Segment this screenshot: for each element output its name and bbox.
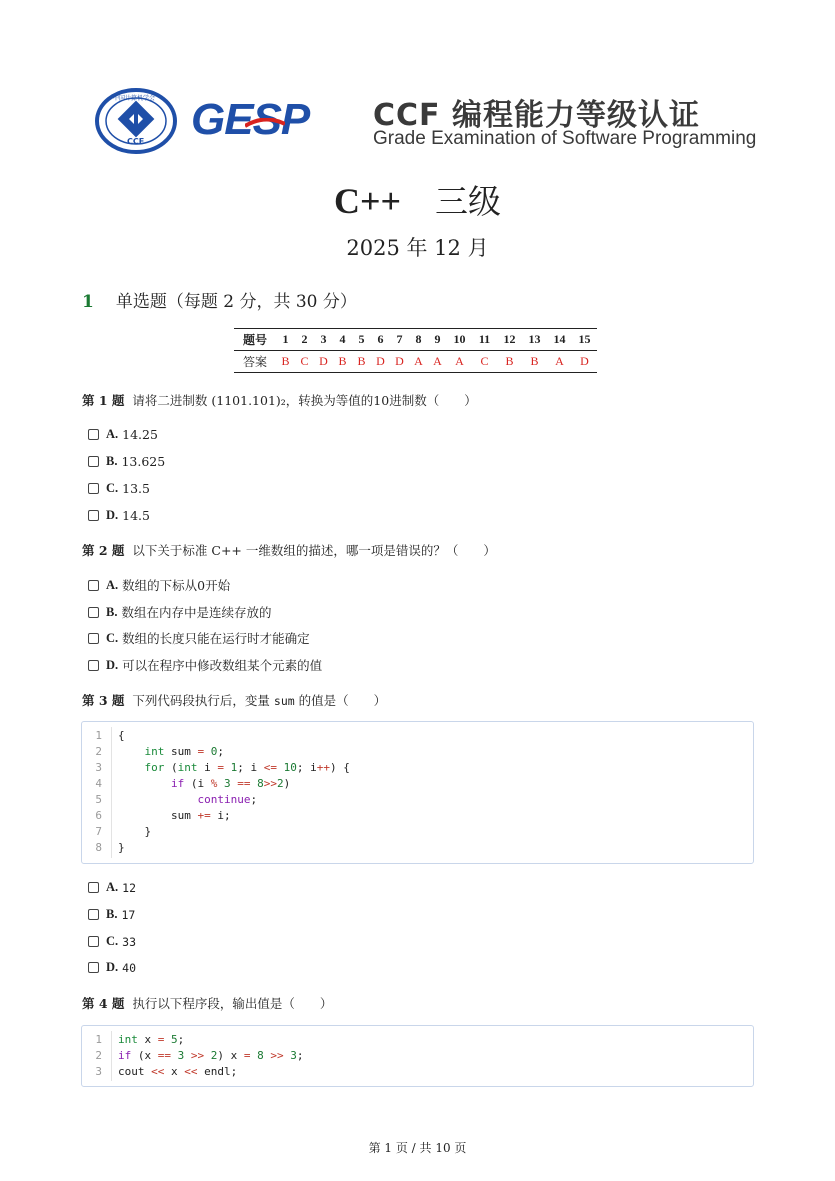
- answer-table-answer: A: [414, 354, 423, 368]
- option-text: 数组的长度只能在运行时才能确定: [122, 631, 310, 646]
- answer-table-row-label: 答案: [242, 355, 267, 369]
- option-1b[interactable]: [88, 454, 165, 469]
- answer-table-answer: A: [555, 354, 564, 368]
- option-text: 40: [122, 960, 137, 975]
- code-line: 1 {: [82, 728, 753, 744]
- question-text: 执行以下程序段，输出值是（ ）: [132, 996, 333, 1011]
- answer-table-answer: D: [376, 354, 385, 368]
- option-text: 33: [122, 934, 137, 949]
- page-header: [95, 88, 757, 154]
- checkbox-icon[interactable]: [88, 962, 99, 973]
- answer-table-number: 10: [453, 332, 466, 346]
- answer-table-answer: D: [319, 354, 328, 368]
- checkbox-icon[interactable]: [88, 936, 99, 947]
- question-text: 的值是（ ）: [298, 693, 387, 708]
- answer-table-answer: B: [357, 354, 366, 368]
- line-number: 2: [95, 1049, 102, 1062]
- answer-table-answer: B: [338, 354, 347, 368]
- question-text: 以下关于标准 C++ 一维数组的描述，哪一项是错误的？（ ）: [132, 543, 496, 558]
- option-letter: D.: [106, 508, 119, 522]
- line-number: 2: [95, 745, 102, 758]
- answer-table-number: 13: [528, 332, 541, 346]
- answer-table-number: 12: [503, 332, 516, 346]
- answer-table-number: 4: [339, 332, 346, 346]
- line-number: 3: [95, 1065, 102, 1078]
- seal-bottom-text: CCF: [127, 137, 145, 146]
- code-line: 3 for (int i = 1; i <= 10; i++) {: [82, 760, 753, 776]
- line-number: 5: [95, 793, 102, 806]
- option-text: 数组的下标从0开始: [122, 578, 231, 593]
- question-label: 第 1 题: [82, 393, 125, 408]
- checkbox-icon[interactable]: [88, 580, 99, 591]
- exam-date: 2025 年 12 月: [346, 236, 489, 260]
- option-3b[interactable]: [88, 907, 135, 922]
- checkbox-icon[interactable]: [88, 909, 99, 920]
- option-2b[interactable]: [88, 603, 271, 621]
- answer-table: [234, 328, 597, 373]
- option-letter: C.: [106, 481, 119, 495]
- checkbox-icon[interactable]: [88, 633, 99, 644]
- option-letter: C.: [106, 934, 119, 948]
- line-number: 6: [95, 809, 102, 822]
- line-number: 4: [95, 777, 102, 790]
- option-letter: D.: [106, 960, 119, 974]
- option-letter: B.: [106, 454, 118, 468]
- section-heading: [82, 287, 357, 312]
- answer-table-number: 15: [578, 332, 591, 346]
- option-letter: A.: [106, 427, 119, 441]
- exam-level: 三级: [435, 182, 502, 221]
- option-text: 12: [122, 880, 137, 895]
- option-3a[interactable]: [88, 880, 136, 895]
- option-1a[interactable]: [88, 427, 158, 442]
- section-title: 单选题（每题 2 分，共 30 分）: [115, 292, 357, 312]
- code-line: 1 int x = 5;: [82, 1032, 753, 1048]
- section-number: 1: [82, 292, 94, 312]
- question-text: 下列代码段执行后，变量: [132, 693, 270, 708]
- answer-table-answer: D: [395, 354, 404, 368]
- option-1d[interactable]: [88, 508, 150, 523]
- seal-top-text: 中国计算机学会: [113, 95, 156, 102]
- answer-table-number: 2: [301, 332, 308, 346]
- option-text: 可以在程序中修改数组某个元素的值: [122, 658, 323, 673]
- code-line: 2 int sum = 0;: [82, 744, 753, 760]
- checkbox-icon[interactable]: [88, 660, 99, 671]
- gesp-logo-text: GESP: [191, 95, 310, 144]
- line-number: 1: [95, 1033, 102, 1046]
- answer-table-answer: A: [433, 354, 442, 368]
- question-4: [82, 994, 332, 1012]
- code-line: 8 }: [82, 840, 753, 856]
- code-line: 5 continue;: [82, 792, 753, 808]
- option-letter: C.: [106, 630, 119, 645]
- option-letter: D.: [106, 657, 119, 672]
- option-text: 14.5: [122, 508, 150, 523]
- option-3d[interactable]: [88, 960, 136, 975]
- option-text: 13.625: [121, 454, 166, 469]
- answer-table-number: 1: [282, 332, 289, 346]
- answer-table-number: 14: [553, 332, 566, 346]
- answer-table-answer: D: [580, 354, 589, 368]
- option-2c[interactable]: [88, 629, 310, 647]
- checkbox-icon[interactable]: [88, 456, 99, 467]
- checkbox-icon[interactable]: [88, 882, 99, 893]
- question-label: 第 4 题: [82, 996, 125, 1011]
- answer-table-row-label: 题号: [242, 333, 267, 347]
- answer-table-number: 7: [396, 332, 403, 346]
- option-letter: B.: [106, 604, 118, 619]
- brand-title-cn: CCF 编程能力等级认证: [373, 98, 700, 133]
- answer-table-answer-row: [234, 351, 597, 373]
- answer-table-answer: C: [300, 354, 309, 368]
- answer-table-number: 9: [434, 332, 441, 346]
- line-number: 3: [95, 761, 102, 774]
- option-3c[interactable]: [88, 934, 136, 949]
- option-2a[interactable]: [88, 576, 230, 594]
- answer-table-number: 8: [415, 332, 422, 346]
- inline-code: sum: [273, 694, 295, 708]
- code-block-q3: [81, 721, 754, 864]
- answer-table-answer: B: [505, 354, 514, 368]
- line-number: 7: [95, 825, 102, 838]
- option-letter: A.: [106, 880, 119, 894]
- option-text: 数组在内存中是连续存放的: [121, 605, 272, 620]
- code-block-q4: [81, 1025, 754, 1087]
- option-2d[interactable]: [88, 656, 322, 674]
- checkbox-icon[interactable]: [88, 429, 99, 440]
- line-number: 8: [95, 841, 102, 854]
- answer-table-answer: A: [455, 354, 464, 368]
- question-label: 第 2 题: [82, 543, 125, 558]
- answer-table-number: 5: [358, 332, 365, 346]
- exam-title: [0, 176, 835, 223]
- option-1c[interactable]: [88, 481, 150, 496]
- question-2: [82, 541, 496, 559]
- question-text: 请将二进制数 (1101.101)₂，转换为等值的10进制数（ ）: [132, 393, 477, 408]
- answer-table-number: 11: [478, 332, 491, 346]
- checkbox-icon[interactable]: [88, 510, 99, 521]
- brand-title-en: Grade Examination of Software Programming: [373, 128, 757, 149]
- code-line: 7 }: [82, 824, 753, 840]
- code-line: 2 if (x == 3 >> 2) x = 8 >> 3;: [82, 1048, 753, 1064]
- answer-table-answer: B: [281, 354, 290, 368]
- checkbox-icon[interactable]: [88, 483, 99, 494]
- question-label: 第 3 题: [82, 693, 125, 708]
- gesp-red-swoosh-icon: [245, 118, 285, 130]
- option-letter: A.: [106, 577, 119, 592]
- exam-language: C++: [333, 181, 402, 221]
- answer-table-answer: C: [480, 354, 489, 368]
- line-number: 1: [95, 729, 102, 742]
- checkbox-icon[interactable]: [88, 607, 99, 618]
- answer-table-number: 3: [320, 332, 327, 346]
- code-line: 4 if (i % 3 == 8>>2): [82, 776, 753, 792]
- option-text: 14.25: [122, 427, 158, 442]
- answer-table-answer: B: [530, 354, 539, 368]
- answer-table-number: 6: [377, 332, 384, 346]
- option-text: 13.5: [122, 481, 150, 496]
- code-line: 6 sum += i;: [82, 808, 753, 824]
- page-footer: 第 1 页 / 共 10 页: [368, 1141, 467, 1155]
- question-1: [82, 391, 477, 409]
- option-letter: B.: [106, 907, 118, 921]
- answer-table-header-row: [234, 329, 597, 351]
- option-text: 17: [121, 907, 136, 922]
- question-3: [82, 691, 386, 709]
- code-line: 3 cout << x << endl;: [82, 1064, 753, 1080]
